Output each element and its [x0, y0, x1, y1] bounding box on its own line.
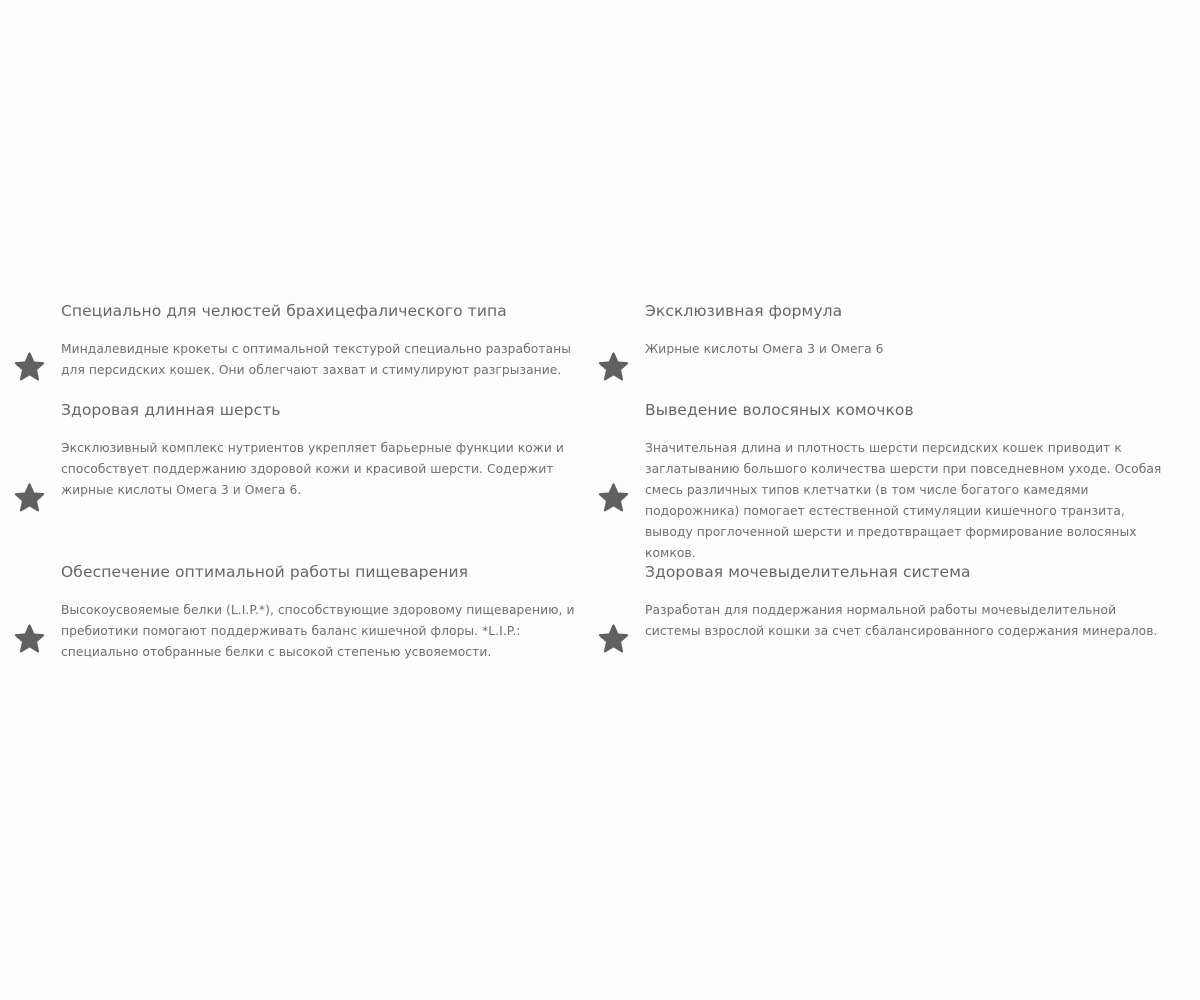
- benefit-title: Эксклюзивная формула: [645, 302, 843, 320]
- benefit-title: Специально для челюстей брахицефалического типа: [61, 302, 507, 320]
- benefit-item: [61, 301, 591, 381]
- benefit-description: Миндалевидные крокеты с оптимальной текстурой специально разработаны для персидских кошек. Они облегчают захват и стимулируют разгрызание.: [61, 342, 571, 377]
- benefit-title: Здоровая длинная шерсть: [61, 401, 281, 419]
- benefit-description: Жирные кислоты Омега 3 и Омега 6: [645, 342, 884, 356]
- benefit-item: [61, 400, 591, 501]
- benefit-title: Выведение волосяных комочков: [645, 401, 914, 419]
- star-icon: [597, 623, 630, 656]
- benefit-description: Эксклюзивный комплекс нутриентов укрепляет барьерные функции кожи и способствует поддержанию здоровой кожи и красивой шерсти. Содержит жирные кислоты Омега 3 и Омега 6.: [61, 441, 564, 497]
- benefit-item: [645, 301, 1175, 360]
- benefit-title: Обеспечение оптимальной работы пищеварения: [61, 563, 469, 581]
- star-icon: [13, 623, 46, 656]
- star-icon: [13, 482, 46, 515]
- benefit-item: [645, 562, 1175, 642]
- benefit-item: [61, 562, 591, 663]
- benefit-description: Высокоусвояемые белки (L.I.P.*), способствующие здоровому пищеварению, и пребиотики помогают поддерживать баланс кишечной флоры. *L.I.P.: специально отобранные белки с высокой степенью усвояемости.: [61, 603, 575, 659]
- benefit-item: [645, 400, 1175, 564]
- benefit-title: Здоровая мочевыделительная система: [645, 563, 971, 581]
- benefit-description: Разработан для поддержания нормальной работы мочевыделительной системы взрослой кошки за счет сбалансированного содержания минералов.: [645, 603, 1158, 638]
- benefit-description: Значительная длина и плотность шерсти персидских кошек приводит к заглатыванию большого количества шерсти при повседневном уходе. Особая смесь различных типов клетчатки (в том числе богатого камедями подорожника) помогает естественной стимуляции кишечного транзита, выводу проглоченной шерсти и предотвращает формирование волосяных комков.: [645, 441, 1162, 560]
- star-icon: [13, 351, 46, 384]
- star-icon: [597, 351, 630, 384]
- star-icon: [597, 482, 630, 515]
